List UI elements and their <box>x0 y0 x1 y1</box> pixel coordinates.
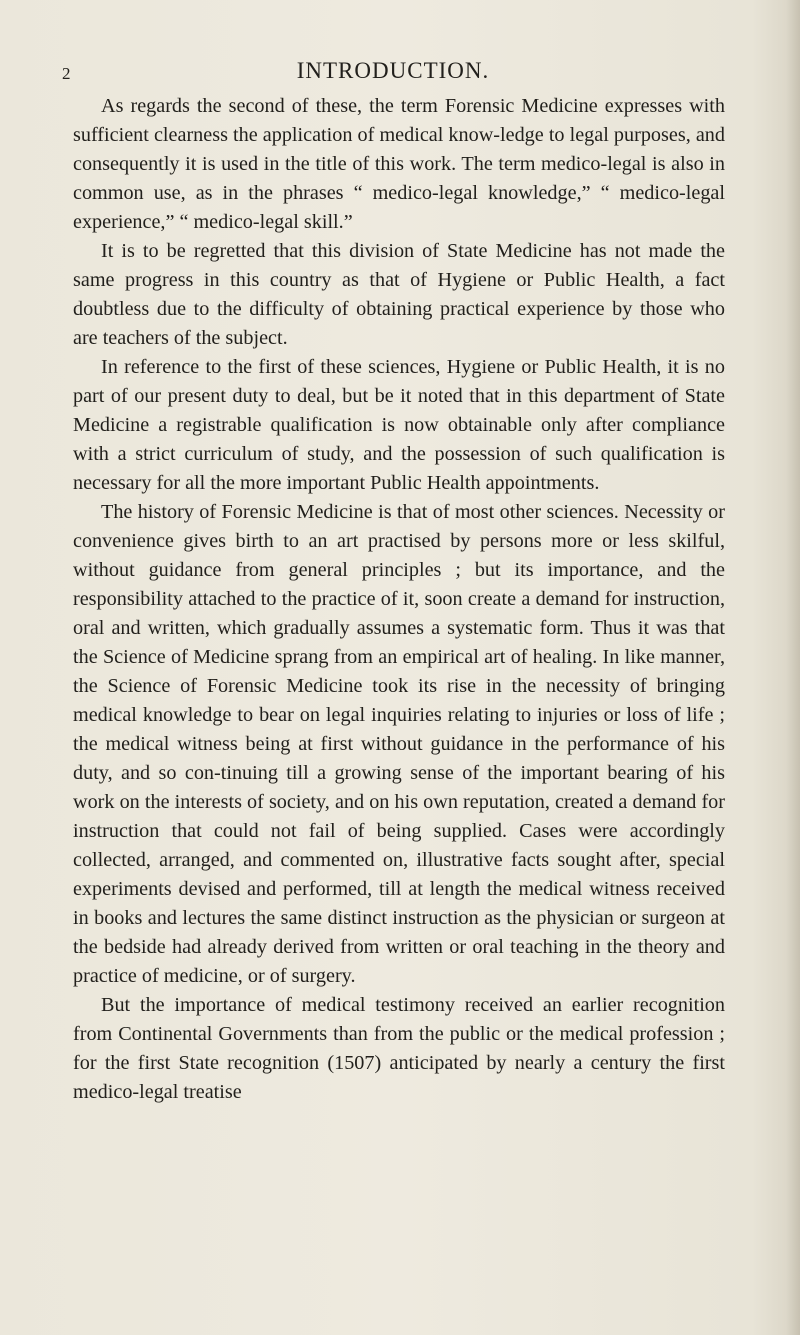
running-head: INTRODUCTION. <box>296 58 490 83</box>
paragraph-hygiene-public-health: In reference to the first of these sciences, Hygiene or Public Health, it is no part of our present duty to deal, but be it noted that in this department of State Medicine a registrable qualification is now obtainable only after compliance with a strict curriculum of study, and the possession of such qualification is necessary for all the more important Public Health appointments. <box>73 356 725 494</box>
paragraph-continental-recognition: But the importance of medical testimony received an earlier recognition from Continental Governments than from the public or the medical profession ; for the first State recognition (1507) anticipated by nearly a century the first medico-legal treatise <box>73 994 725 1103</box>
paragraph-forensic-medicine-term: As regards the second of these, the term Forensic Medicine expresses with sufficient clearness the application of medical know-ledge to legal purposes, and consequently it is used in the title of this work. The term medico-legal is also in common use, as in the phrases “ medico-legal knowledge,” “ medico-legal experience,” “ medico-legal skill.” <box>73 95 725 233</box>
body-text <box>73 92 725 1107</box>
page-number: 2 <box>62 64 71 83</box>
page-header <box>62 58 724 88</box>
page-edge-shadow <box>786 0 800 1335</box>
paragraph-history-forensic-medicine: The history of Forensic Medicine is that of most other sciences. Necessity or convenience gives birth to an art practised by persons more or less skilful, without guidance from general principles ; but its importance, and the responsibility attached to the practice of it, soon create a demand for instruction, oral and written, which gradually assumes a systematic form. Thus it was that the Science of Medicine sprang from an empirical art of healing. In like manner, the Science of Forensic Medicine took its rise in the necessity of bringing medical knowledge to bear on legal inquiries relating to injuries or loss of life ; the medical witness being at first without guidance in the performance of his duty, and so con-tinuing till a growing sense of the important bearing of his work on the interests of society, and on his own reputation, created a demand for instruction that could not fail of being supplied. Cases were accordingly collected, arranged, and commented on, illustrative facts sought after, special experiments devised and performed, till at length the medical witness received in books and lectures the same distinct instruction as the physician or surgeon at the bedside had already derived from written or oral teaching in the theory and practice of medicine, or of surgery. <box>73 501 725 987</box>
paragraph-regret-progress: It is to be regretted that this division of State Medicine has not made the same progress in this country as that of Hygiene or Public Health, a fact doubtless due to the difficulty of obtaining practical experience by those who are teachers of the subject. <box>73 240 725 349</box>
